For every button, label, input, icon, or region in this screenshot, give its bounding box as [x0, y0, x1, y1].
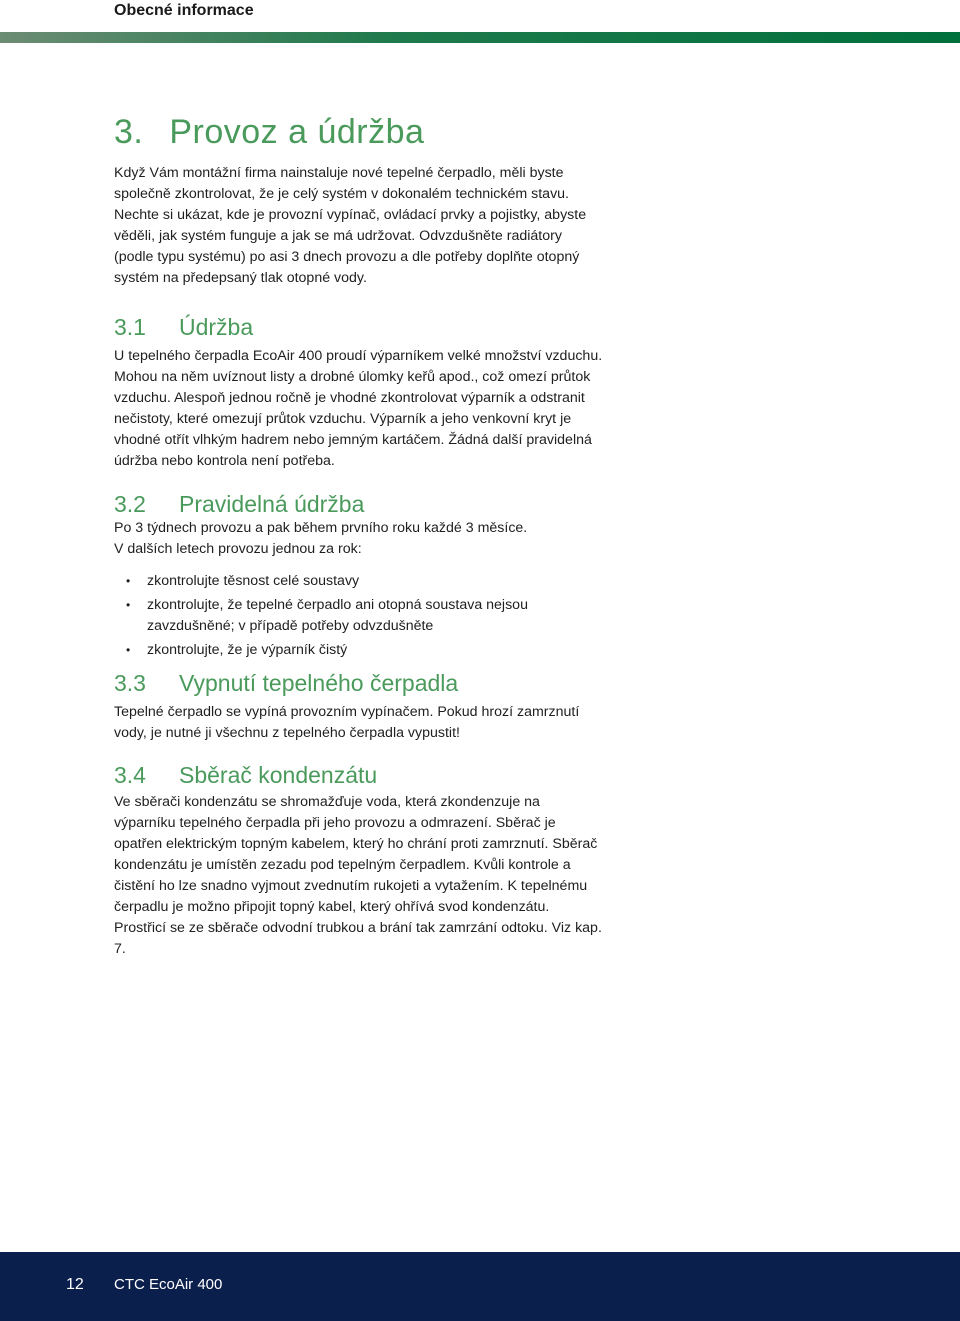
- product-name: CTC EcoAir 400: [114, 1276, 223, 1293]
- condensate-paragraph: Ve sběrači kondenzátu se shromažďuje voda, která zkondenzuje na výparníku tepelného čerpadla při jeho provozu a odmrazení. Sběrač je opatřen elektrickým topným kabelem, který ho chrání proti zamrznutí. Sběrač kondenzátu je umístěn zezadu pod tepelným čerpadlem. Kvůli kontrole a čistění ho lze snadno vyjmout zvednutím rukojeti a vytažením. K tepelnému čerpadlu je možno připojit topný kabel, který ohřívá svod kondenzátu. Prostřicí se ze sběrače odvodní trubkou a brání tak zamrzání odtoku. Viz kap. 7.: [114, 794, 602, 957]
- list-item: • zkontrolujte, že tepelné čerpadlo ani otopná soustava nejsou zavzdušněné; v případě potřeby odvzdušněte: [114, 595, 594, 637]
- chapter-number: 3.: [114, 113, 144, 151]
- heading-title: Vypnutí tepelného čerpadla: [179, 670, 459, 696]
- regular-maintenance-text: Po 3 týdnech provozu a pak během prvního roku každé 3 měsíce.: [114, 520, 528, 536]
- heading-3-2: [114, 491, 364, 518]
- page-number: 12: [66, 1276, 84, 1293]
- header-divider: [0, 32, 960, 43]
- footer-bar: [0, 1252, 960, 1321]
- yearly-maintenance-text: V dalších letech provozu jednou za rok:: [114, 541, 362, 557]
- heading-3-4: [114, 762, 377, 789]
- heading-number: 3.4: [114, 762, 146, 788]
- heading-number: 3.2: [114, 491, 146, 517]
- chapter-heading: [114, 113, 424, 152]
- heading-number: 3.3: [114, 670, 146, 696]
- heading-3-1: [114, 314, 253, 341]
- list-item: • zkontrolujte těsnost celé soustavy: [114, 571, 594, 592]
- section-label: Obecné informace: [114, 2, 254, 19]
- heading-number: 3.1: [114, 314, 146, 340]
- heading-title: Údržba: [179, 314, 254, 340]
- heading-3-3: [114, 670, 458, 697]
- shutdown-paragraph: Tepelné čerpadlo se vypíná provozním vypínačem. Pokud hrozí zamrznutí vody, je nutné ji všechnu z tepelného čerpadla vypustit!: [114, 704, 580, 741]
- intro-paragraph: Když Vám montážní firma nainstaluje nové tepelné čerpadlo, měli byste společně zkontrolovat, že je celý systém v dokonalém technickém stavu. Nechte si ukázat, kde je provozní vypínač, ovládací prvky a pojistky, abyste věděli, jak systém funguje a jak se má udržovat. Odvzdušněte radiátory (podle typu systému) po asi 3 dnech provozu a dle potřeby doplňte otopný systém na předepsaný tlak otopné vody.: [114, 165, 587, 286]
- heading-title: Pravidelná údržba: [179, 491, 365, 517]
- maintenance-checklist: [114, 571, 594, 664]
- maintenance-paragraph: U tepelného čerpadla EcoAir 400 proudí výparníkem velké množství vzduchu. Mohou na něm uvíznout listy a drobné úlomky keřů apod., což omezí průtok vzduchu. Alespoň jednou ročně je vhodné zkontrolovat výparník a odstranit nečistoty, které omezují průtok vzduchu. Výparník a jeho venkovní kryt je vhodné otřít vlhkým hadrem nebo jemným kartáčem. Žádná další pravidelná údržba nebo kontrola není potřeba.: [114, 348, 603, 469]
- heading-title: Sběrač kondenzátu: [179, 762, 378, 788]
- list-item: • zkontrolujte, že je výparník čistý: [114, 640, 594, 661]
- chapter-title: Provoz a údržba: [169, 113, 425, 151]
